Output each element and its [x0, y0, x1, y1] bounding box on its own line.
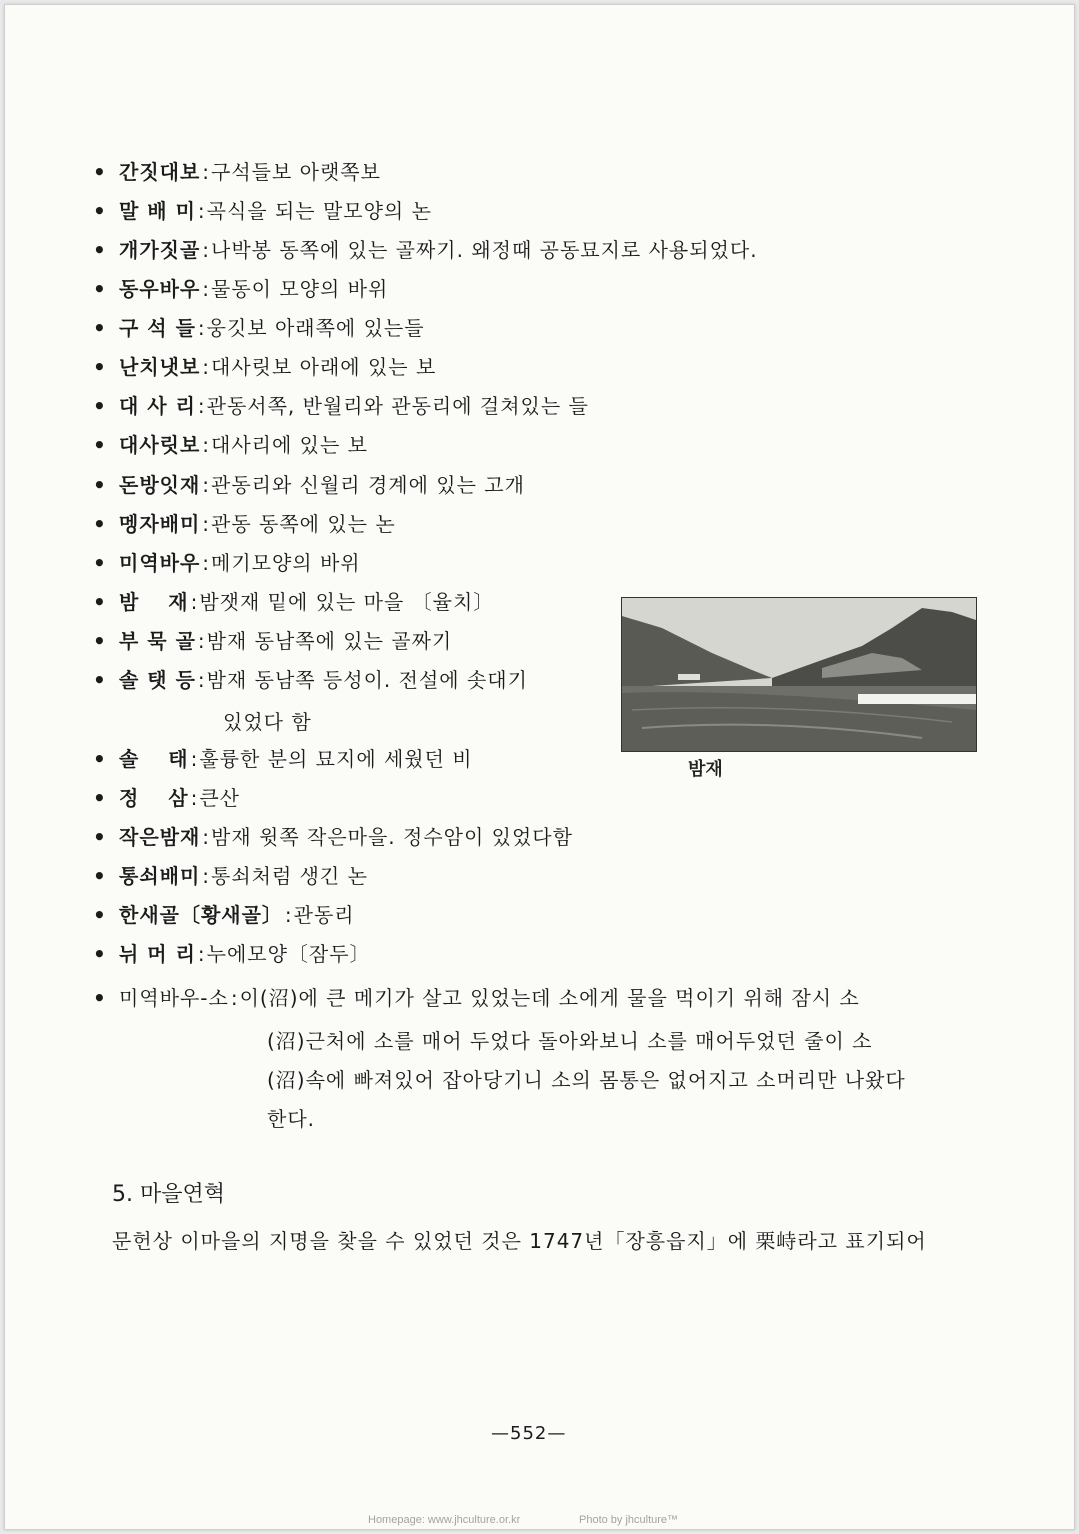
entry: • 솔 탯 등 : 밤재 동남쪽 등성이. 전설에 솟대기 — [93, 668, 528, 692]
entry: • 미역바우 : 메기모양의 바위 — [93, 551, 361, 575]
entry-term: 부 묵 골 — [119, 629, 196, 653]
entry-definition: 훌륭한 분의 묘지에 세웠던 비 — [199, 747, 473, 771]
entry: • 통쇠배미 : 통쇠처럼 생긴 논 — [93, 864, 368, 888]
entry-term: 간짓대보 — [119, 160, 201, 184]
entry-term: 개가짓골 — [119, 238, 201, 262]
village-photo — [621, 597, 977, 752]
document-page — [4, 4, 1075, 1530]
entry: • 부 묵 골 : 밤재 동남쪽에 있는 골짜기 — [93, 629, 453, 653]
page-number: —552— — [491, 1423, 567, 1444]
entry-term: 구 석 들 — [119, 316, 196, 340]
landscape-illustration — [622, 598, 976, 751]
entry-term: 뉘 머 리 — [119, 942, 196, 966]
entry-definition: 대사릿보 아래에 있는 보 — [211, 355, 437, 379]
entry-definition: 통쇠처럼 생긴 논 — [211, 864, 368, 888]
entry-definition: 관동리 — [293, 903, 355, 927]
entry-continuation: 있었다 함 — [223, 710, 312, 734]
entry-term: 멩자배미 — [119, 512, 201, 536]
entry: • 대사릿보 : 대사리에 있는 보 — [93, 433, 368, 457]
entry-definition: 밤재 윗쪽 작은마을. 정수암이 있었다함 — [211, 825, 573, 849]
long-entry-line: 한다. — [267, 1107, 315, 1131]
entry: • 작은밤재 : 밤재 윗쪽 작은마을. 정수암이 있었다함 — [93, 825, 573, 849]
entry-term: 난치냇보 — [119, 355, 201, 379]
entry-term: 밤 재 — [119, 590, 189, 614]
entry-term: 한새골〔황새골〕 — [119, 903, 283, 927]
entry: • 정 삼 : 큰산 — [93, 786, 240, 810]
entry-definition: 물동이 모양의 바위 — [211, 277, 389, 301]
entry: • 구 석 들 : 웅깃보 아래쪽에 있는들 — [93, 316, 425, 340]
entry: • 한새골〔황새골〕 : 관동리 — [93, 903, 355, 927]
entry-definition: 웅깃보 아래쪽에 있는들 — [206, 316, 425, 340]
entry-definition: 밤재 동남쪽에 있는 골짜기 — [206, 629, 453, 653]
entry: • 개가짓골 : 나박봉 동쪽에 있는 골짜기. 왜정때 공동묘지로 사용되었다. — [93, 238, 758, 262]
entry-term: 대사릿보 — [119, 433, 201, 457]
long-entry: • 미역바우-소 : 이(沼)에 큰 메기가 살고 있었는데 소에게 물을 먹이기 위해 잠시 소 — [93, 986, 860, 1010]
entry-definition: 구석들보 아랫쪽보 — [211, 160, 381, 184]
section-body-text: 문헌상 이마을의 지명을 찾을 수 있었던 것은 1747년「장흥읍지」에 栗峙라고 표기되어 — [112, 1229, 927, 1253]
entry-definition: 관동 동쪽에 있는 논 — [211, 512, 396, 536]
entry-definition: 메기모양의 바위 — [211, 551, 361, 575]
entry-definition: 밤재 동남쪽 등성이. 전설에 솟대기 — [206, 668, 528, 692]
entry-definition: 관동리와 신월리 경계에 있는 고개 — [211, 473, 525, 497]
entry: • 동우바우 : 물동이 모양의 바위 — [93, 277, 389, 301]
entry-term: 솔 탯 등 — [119, 668, 196, 692]
footer-homepage: Homepage: www.jhculture.or.kr — [368, 1514, 521, 1526]
entry-definition: 밤잿재 밑에 있는 마을 〔율치〕 — [199, 590, 495, 614]
entry-term: 통쇠배미 — [119, 864, 201, 888]
entry-definition: 곡식을 되는 말모양의 논 — [206, 199, 432, 223]
entry: • 멩자배미 : 관동 동쪽에 있는 논 — [93, 512, 396, 536]
long-entry-line: (沼)속에 빠져있어 잡아당기니 소의 몸통은 없어지고 소머리만 나왔다 — [267, 1068, 906, 1092]
entry-term: 대 사 리 — [119, 394, 196, 418]
entry: • 난치냇보 : 대사릿보 아래에 있는 보 — [93, 355, 437, 379]
entry-term: 작은밤재 — [119, 825, 201, 849]
entry: • 솔 태 : 훌륭한 분의 묘지에 세웠던 비 — [93, 747, 473, 771]
entry-term: 미역바우-소 — [119, 986, 229, 1010]
section-title: 5. 마을연혁 — [112, 1182, 225, 1207]
entry-definition: 이(沼)에 큰 메기가 살고 있었는데 소에게 물을 먹이기 위해 잠시 소 — [239, 986, 860, 1010]
entry-term: 솔 태 — [119, 747, 189, 771]
entry-term: 말 배 미 — [119, 199, 196, 223]
long-entry-line: (沼)근처에 소를 매어 두었다 돌아와보니 소를 매어두었던 줄이 소 — [267, 1029, 873, 1053]
footer-photo-credit: Photo by jhculture™ — [579, 1514, 679, 1526]
entry-definition: 관동서쪽, 반월리와 관동리에 걸쳐있는 들 — [206, 394, 589, 418]
entry-term: 돈방잇재 — [119, 473, 201, 497]
entry-definition: 누에모양〔잠두〕 — [206, 942, 371, 966]
entry-definition: 나박봉 동쪽에 있는 골짜기. 왜정때 공동묘지로 사용되었다. — [211, 238, 758, 262]
entry-term: 미역바우 — [119, 551, 201, 575]
photo-caption: 밤재 — [688, 759, 723, 780]
entry: • 간짓대보 : 구석들보 아랫쪽보 — [93, 160, 381, 184]
entry: • 돈방잇재 : 관동리와 신월리 경계에 있는 고개 — [93, 473, 525, 497]
entry: • 밤 재 : 밤잿재 밑에 있는 마을 〔율치〕 — [93, 590, 495, 614]
entry-definition: 큰산 — [199, 786, 240, 810]
entry: • 말 배 미 : 곡식을 되는 말모양의 논 — [93, 199, 432, 223]
entry: • 대 사 리 : 관동서쪽, 반월리와 관동리에 걸쳐있는 들 — [93, 394, 589, 418]
entry: • 뉘 머 리 : 누에모양〔잠두〕 — [93, 942, 371, 966]
entry-term: 동우바우 — [119, 277, 201, 301]
entry-definition: 대사리에 있는 보 — [211, 433, 368, 457]
entry-term: 정 삼 — [119, 786, 189, 810]
